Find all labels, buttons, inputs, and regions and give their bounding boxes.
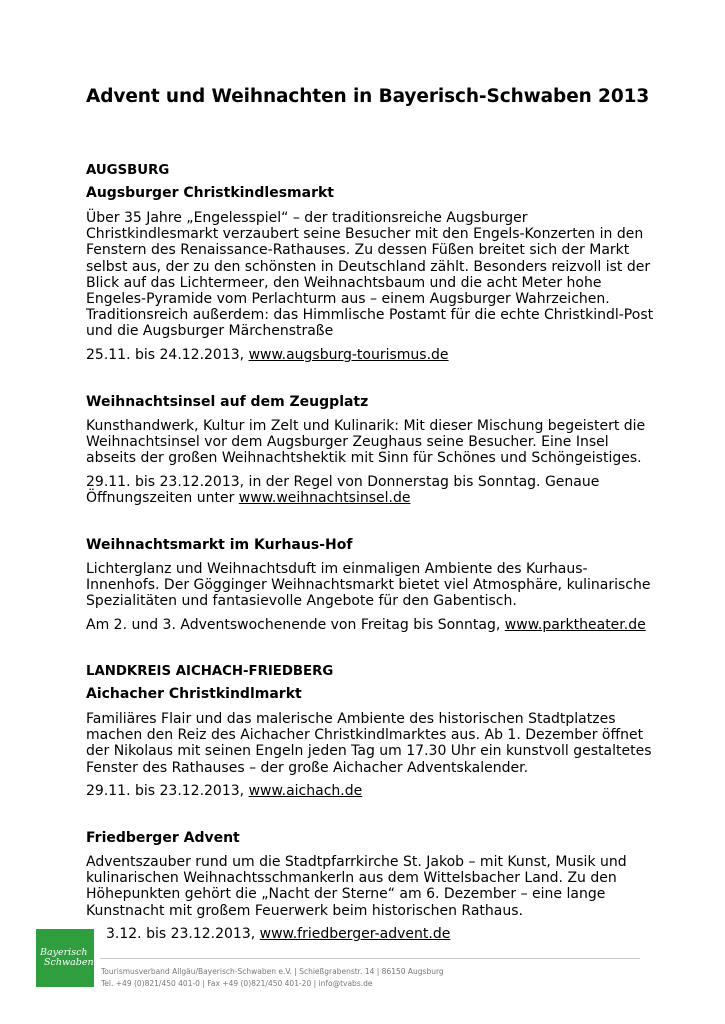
event-date bbox=[106, 926, 450, 942]
date-text: Am 2. und 3. Adventswochenende von Freitag bis Sonntag, bbox=[86, 617, 505, 633]
event-description bbox=[86, 418, 646, 467]
footer-divider bbox=[100, 958, 640, 959]
text-line: abseits der großen Weihnachtshektik mit Sinn für Schönes und Schöngeistiges. bbox=[86, 450, 642, 467]
text-line: Blick auf das Lichtermeer, den Weihnachtsbaum und die acht Meter hohe bbox=[86, 274, 602, 291]
event-description bbox=[86, 210, 654, 340]
text-line: machen den Reiz des Aichacher Christkindlmarktes aus. Ab 1. Dezember öffnet bbox=[86, 727, 644, 744]
event-date bbox=[86, 474, 646, 506]
event-link[interactable]: www.augsburg-tourismus.de bbox=[248, 347, 449, 363]
footer-contact: Tel. +49 (0)821/450 401-0 | Fax +49 (0)821/450 401-20 | info@tvabs.de bbox=[101, 979, 373, 988]
event-link[interactable]: www.parktheater.de bbox=[504, 617, 646, 633]
logo-text: Bayerisch bbox=[40, 947, 88, 958]
text-line: Christkindlesmarkt verzaubert seine Besucher mit den Engels-Konzerten in den bbox=[86, 226, 644, 243]
text-line: der Nikolaus mit seinen Engeln jeden Tag um 17.30 Uhr ein kunstvoll gestaltetes bbox=[86, 743, 652, 760]
text-line: Kunsthandwerk, Kultur im Zelt und Kulinarik: Mit dieser Mischung begeistert die bbox=[86, 418, 646, 434]
event-description bbox=[86, 854, 646, 919]
event-heading: Augsburger Christkindlesmarkt bbox=[86, 185, 334, 201]
event-heading: Aichacher Christkindlmarkt bbox=[86, 686, 302, 702]
date-text: 29.11. bis 23.12.2013, in der Regel von Donnerstag bis Sonntag. Genaue bbox=[86, 474, 600, 490]
text-line: Kunstnacht mit großem Feuerwerk beim historischen Rathaus. bbox=[86, 902, 523, 919]
text-line: Spezialitäten und fantasievolle Angebote für den Gabentisch. bbox=[86, 593, 517, 610]
event-link[interactable]: www.weihnachtsinsel.de bbox=[238, 490, 411, 507]
text-line: Fenstern des Renaissance-Rathauses. Zu dessen Füßen breitet sich der Markt bbox=[86, 242, 630, 259]
event-description bbox=[86, 561, 651, 610]
text-line: Höhepunkten gehört die „Nacht der Sterne“ am 6. Dezember – eine lange bbox=[86, 886, 606, 903]
text-line: Innenhofs. Der Gögginger Weihnachtsmarkt bietet viel Atmosphäre, kulinarische bbox=[86, 577, 651, 594]
event-heading: Friedberger Advent bbox=[86, 830, 240, 846]
text-line: Familiäres Flair und das malerische Ambiente des historischen Stadtplatzes bbox=[86, 711, 616, 727]
text-line: Engeles-Pyramide vom Perlachturm aus – einem Augsburger Wahrzeichen. bbox=[86, 291, 610, 308]
bayerisch-schwaben-logo bbox=[36, 929, 94, 987]
text-line: kulinarischen Weihnachtsschmankerln aus dem Wittelsbacher Land. Zu den bbox=[86, 870, 617, 887]
text-line: Adventszauber rund um die Stadtpfarrkirche St. Jakob – mit Kunst, Musik und bbox=[86, 854, 627, 870]
date-text: 25.11. bis 24.12.2013, bbox=[86, 347, 249, 363]
text-line: Traditionsreich außerdem: das Himmlische Postamt für die echte Christkindl-Post bbox=[86, 307, 654, 324]
event-date bbox=[86, 347, 449, 363]
region-heading-aichach-friedberg: LANDKREIS AICHACH-FRIEDBERG bbox=[86, 664, 334, 679]
footer-address: Tourismusverband Allgäu/Bayerisch-Schwaben e.V. | Schießgrabenstr. 14 | 86150 Augsburg bbox=[101, 967, 444, 976]
event-heading: Weihnachtsinsel auf dem Zeugplatz bbox=[86, 394, 369, 410]
event-description bbox=[86, 711, 652, 776]
region-heading-augsburg: AUGSBURG bbox=[86, 163, 170, 178]
date-text: 29.11. bis 23.12.2013, bbox=[86, 783, 249, 799]
event-link[interactable]: www.friedberger-advent.de bbox=[259, 926, 451, 942]
logo-text: Schwaben bbox=[44, 957, 94, 968]
text-line: selbst aus, der zu den schönsten in Deutschland zählt. Besonders reizvoll ist der bbox=[86, 258, 651, 275]
event-heading: Weihnachtsmarkt im Kurhaus-Hof bbox=[86, 537, 353, 553]
date-text: 3.12. bis 23.12.2013, bbox=[106, 926, 260, 942]
text-line: und die Augsburger Märchenstraße bbox=[86, 323, 334, 340]
event-link[interactable]: www.aichach.de bbox=[248, 783, 363, 799]
event-date bbox=[86, 617, 646, 633]
text-line: Lichterglanz und Weihnachtsduft im einmaligen Ambiente des Kurhaus- bbox=[86, 561, 588, 577]
date-text: Öffnungszeiten unter bbox=[86, 490, 239, 507]
page-title: Advent und Weihnachten in Bayerisch-Schwaben 2013 bbox=[86, 86, 650, 107]
text-line: Über 35 Jahre „Engelesspiel“ – der traditionsreiche Augsburger bbox=[86, 210, 528, 226]
text-line: Fenster des Rathauses – der große Aichacher Adventskalender. bbox=[86, 759, 529, 776]
text-line: Weihnachtsinsel vor dem Augsburger Zeughaus seine Besucher. Eine Insel bbox=[86, 434, 609, 451]
event-date bbox=[86, 783, 362, 799]
